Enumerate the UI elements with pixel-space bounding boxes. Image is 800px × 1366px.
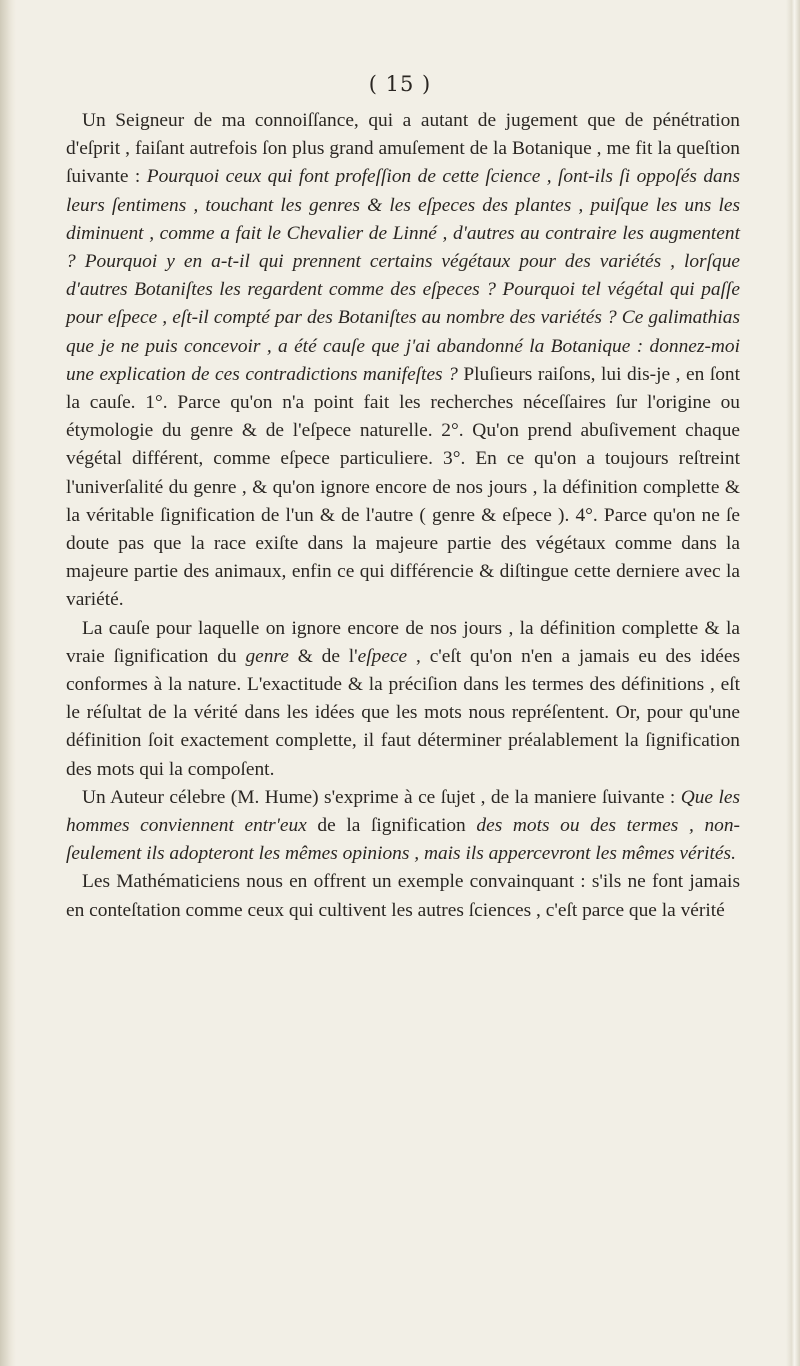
paragraph-4 [66, 868, 740, 924]
page-edge [786, 0, 800, 1366]
p2-term-genre: genre [245, 645, 289, 667]
paragraph-3 [66, 784, 740, 869]
p3-text-a: Un Auteur célebre (M. Hume) s'exprime à ce ſujet , de la maniere ſuivante : [82, 786, 681, 808]
p2-term-espece: eſpece [357, 645, 408, 667]
p1-question-italic: Pourquoi ceux qui font profeſſion de cette ſcience , ſont-ils ſi oppoſés dans leurs ſentimens , touchant les genres & les eſpeces des plantes , puiſque les uns les diminuent , comme a fait le Chevalier de Linné , d'autres au contraire les augmentent ? Pourquoi y en a-t-il qui prennent certains végétaux pour des variétés , lorſque d'autres Botaniſtes les regardent comme des eſpeces ? Pourquoi tel végétal qui paſſe pour eſpece , eſt-il compté par des Botaniſtes au nombre des variétés ? Ce galimathias que je ne puis concevoir , a été cauſe que j'ai abandonné la Botanique : donnez-moi une explication de ces contradictions manifeſtes ? [66, 166, 740, 385]
body-text [66, 107, 740, 925]
p2-text-b: & de l' [288, 645, 358, 667]
p2-text-a: La cauſe pour laquelle on ignore encore de nos jours , la définition complette & la vraie ſignification du [66, 617, 740, 667]
p1-intro: Un Seigneur de ma connoiſſance, qui a autant de jugement que de pénétration d'eſprit , faiſant autrefois ſon plus grand amuſement de la Botanique , me fit la queſtion ſuivante : [66, 110, 740, 188]
p3-quote-b: des mots ou des termes , non-ſeulement ils adopteront les mêmes opinions , mais ils appercevront les mêmes vérités. [66, 815, 740, 865]
book-gutter-shadow [0, 0, 16, 1366]
p2-text-c: , c'eſt qu'on n'en a jamais eu des idées conformes à la nature. L'exactitude & la préciſion dans les termes des définitions , eſt le réſultat de la vérité dans les idées que les mots nous repréſentent. Or, pour qu'une définition ſoit exactement complette, il faut déterminer préalablement la ſignification des mots qui la compoſent. [66, 645, 740, 780]
p3-quote-a: Que les hommes conviennent entr'eux [66, 786, 740, 837]
p4-text: Les Mathématiciens nous en offrent un exemple convainquant : s'ils ne font jamais en conteſtation comme ceux qui cultivent les autres ſciences , c'eſt parce que la vérité [66, 871, 740, 921]
paragraph-1 [66, 107, 740, 615]
p3-text-b: de la ſignification [306, 815, 477, 837]
p1-answer: Pluſieurs raiſons, lui dis-je , en ſont la cauſe. 1°. Parce qu'on n'a point fait les recherches néceſſaires ſur l'origine ou étymologie du genre & de l'eſpece naturelle. 2°. Qu'on prend abuſivement chaque végétal différent, comme eſpece particuliere. 3°. En ce qu'on a toujours reſtreint l'univerſalité du genre , & qu'on ignore encore de nos jours , la définition complette & la véritable ſignification de l'un & de l'autre ( genre & eſpece ). 4°. Parce qu'on ne ſe doute pas que la race exiſte dans la majeure partie des végétaux comme dans la majeure partie des animaux, enfin ce qui différencie & diſtingue cette derniere avec la variété. [66, 363, 741, 611]
page-number: ( 15 ) [368, 72, 432, 96]
paragraph-2 [66, 615, 740, 784]
